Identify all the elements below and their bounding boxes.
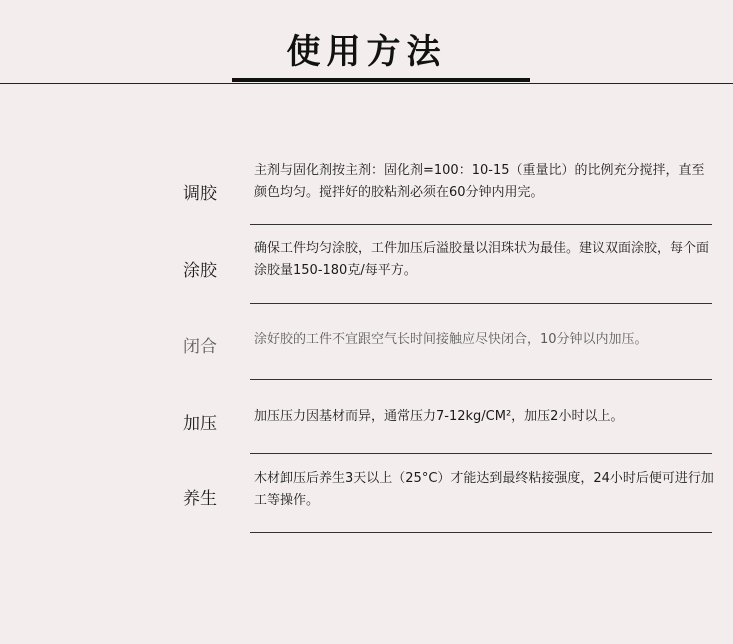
- step-description: 涂好胶的工件不宜跟空气长时间接触应尽快闭合，10分钟以内加压。: [254, 332, 648, 347]
- step-divider: [250, 224, 712, 225]
- step-description: 主剂与固化剂按主剂：固化剂=100：10-15（重量比）的比例充分搅拌，直至颜色均匀。搅拌好的胶粘剂必须在60分钟内用完。: [254, 163, 705, 200]
- title-divider: [0, 83, 733, 84]
- step-divider: [250, 532, 712, 533]
- step-name: 调胶: [183, 184, 217, 204]
- step-description: 加压压力因基材而异，通常压力7-12kg/CM²，加压2小时以上。: [254, 409, 624, 424]
- step-description: 木材卸压后养生3天以上（25°C）才能达到最终粘接强度，24小时后便可进行加工等操作。: [254, 471, 714, 508]
- step-name: 涂胶: [183, 261, 217, 281]
- step-name: 闭合: [183, 337, 217, 357]
- step-divider: [250, 303, 712, 304]
- title-underline: [232, 78, 530, 82]
- page-title: 使用方法: [286, 32, 447, 72]
- step-name: 加压: [183, 414, 217, 434]
- step-divider: [250, 379, 712, 380]
- step-name: 养生: [183, 489, 217, 509]
- step-divider: [250, 453, 712, 454]
- step-description: 确保工件均匀涂胶，工件加压后溢胶量以泪珠状为最佳。建议双面涂胶，每个面涂胶量150-180克/每平方。: [254, 241, 710, 278]
